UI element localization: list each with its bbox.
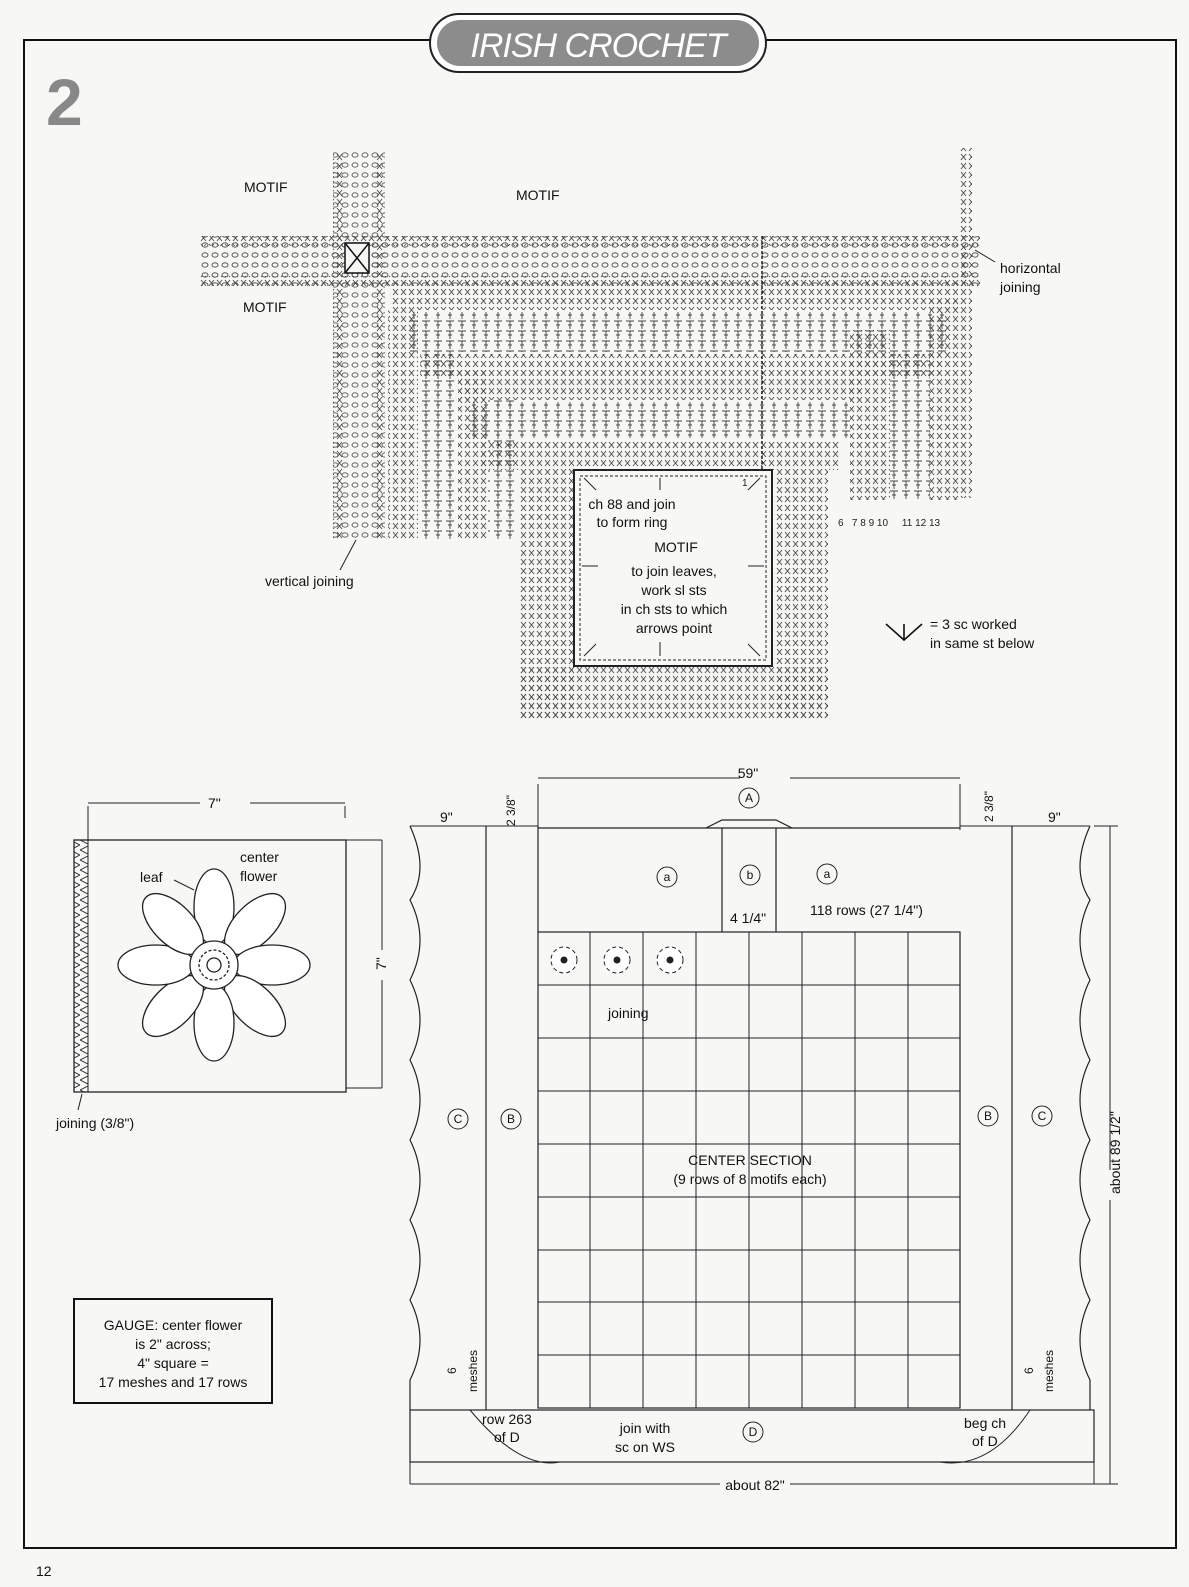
center-flower-label-2: flower: [240, 868, 278, 884]
legend-text-2: in same st below: [930, 635, 1035, 651]
horizontal-joining-label-1: horizontal: [1000, 260, 1061, 276]
meshes-right-num: 6: [1022, 1367, 1036, 1374]
ring-text-1: ch 88 and join: [588, 496, 676, 512]
center-section-sub: (9 rows of 8 motifs each): [673, 1171, 827, 1187]
page-number: 12: [36, 1563, 52, 1579]
afghan-schematic: [410, 778, 1118, 1484]
motif-outer-rows: [390, 288, 958, 310]
right-side-width: 9": [1048, 809, 1061, 825]
vertical-joining-label: vertical joining: [265, 573, 354, 589]
row263-label-2: of D: [494, 1429, 520, 1445]
horizontal-joining-label-2: joining: [1000, 279, 1041, 295]
joining-label: joining (3/8"): [56, 1115, 135, 1131]
motif-label-2: MOTIF: [516, 187, 560, 203]
center-section-title: CENTER SECTION: [688, 1152, 812, 1168]
bottom-width-label: about 82": [725, 1477, 785, 1493]
ring-text-3: MOTIF: [654, 539, 698, 555]
row263-label-1: row 263: [482, 1411, 532, 1427]
ring-text-4: to join leaves,: [631, 563, 717, 579]
marker-C-left: C: [453, 1112, 463, 1126]
pattern-number: 2: [46, 65, 83, 139]
strip-width-label: 4 1/4": [730, 910, 767, 926]
meshes-right-word: meshes: [1042, 1349, 1056, 1392]
motif-height-label: 7": [373, 957, 389, 970]
page-title: IRISH CROCHET: [470, 27, 726, 65]
motif-label-3: MOTIF: [243, 299, 287, 315]
ring-text-6: in ch sts to which: [620, 601, 728, 617]
marker-b: b: [746, 868, 754, 882]
gauge-line-4: 17 meshes and 17 rows: [98, 1374, 248, 1390]
marker-B-left: B: [506, 1112, 516, 1126]
motif-square-diagram: [55, 795, 389, 1131]
meshes-left-word: meshes: [466, 1349, 480, 1392]
gauge-line-1: GAUGE: center flower: [103, 1317, 243, 1333]
beg-ch-label-1: beg ch: [964, 1415, 1007, 1431]
start-mark: 1: [742, 478, 748, 489]
ring-text-5: work sl sts: [641, 582, 707, 598]
rows-note: 118 rows (27 1/4"): [810, 902, 923, 918]
stitch-chart: [200, 148, 1061, 720]
left-border-width: 2 3/8": [504, 795, 518, 826]
title-banner: [430, 14, 766, 72]
meshes-left-num: 6: [445, 1367, 459, 1374]
marker-a-right: a: [823, 867, 831, 881]
marker-a-left: a: [663, 870, 671, 884]
sample-motifs: [551, 947, 683, 973]
length-label: about 89 1/2": [1107, 1111, 1123, 1194]
joining-grid-label: joining: [608, 1005, 649, 1021]
flower-illustration: [118, 869, 310, 1061]
marker-C-right: C: [1037, 1109, 1047, 1123]
center-flower-label-1: center: [240, 849, 279, 865]
legend-3sc-symbol: [886, 624, 922, 640]
motif-label-1: MOTIF: [244, 179, 288, 195]
join-with-label-2: sc on WS: [615, 1439, 675, 1455]
gauge-line-3: 4" square =: [137, 1355, 209, 1371]
left-side-width: 9": [440, 809, 453, 825]
motif-width-label: 7": [208, 795, 221, 811]
leaf-label: leaf: [140, 869, 163, 885]
ring-text-7: arrows point: [635, 620, 713, 636]
total-width-label: 59": [737, 765, 759, 781]
marker-D: D: [748, 1425, 758, 1439]
marker-B-right: B: [983, 1109, 993, 1123]
row-numbers: 6 7 8 9 10 11 12 13: [838, 518, 941, 529]
join-with-label-1: join with: [619, 1420, 671, 1436]
right-border-width: 2 3/8": [982, 791, 996, 822]
marker-A: A: [744, 791, 754, 805]
ring-text-2: to form ring: [596, 514, 668, 530]
legend-text-1: = 3 sc worked: [930, 616, 1017, 632]
gauge-box: [74, 1299, 272, 1403]
gauge-line-2: is 2" across;: [135, 1336, 211, 1352]
beg-ch-label-2: of D: [972, 1433, 998, 1449]
joining-strip: [74, 840, 88, 1092]
